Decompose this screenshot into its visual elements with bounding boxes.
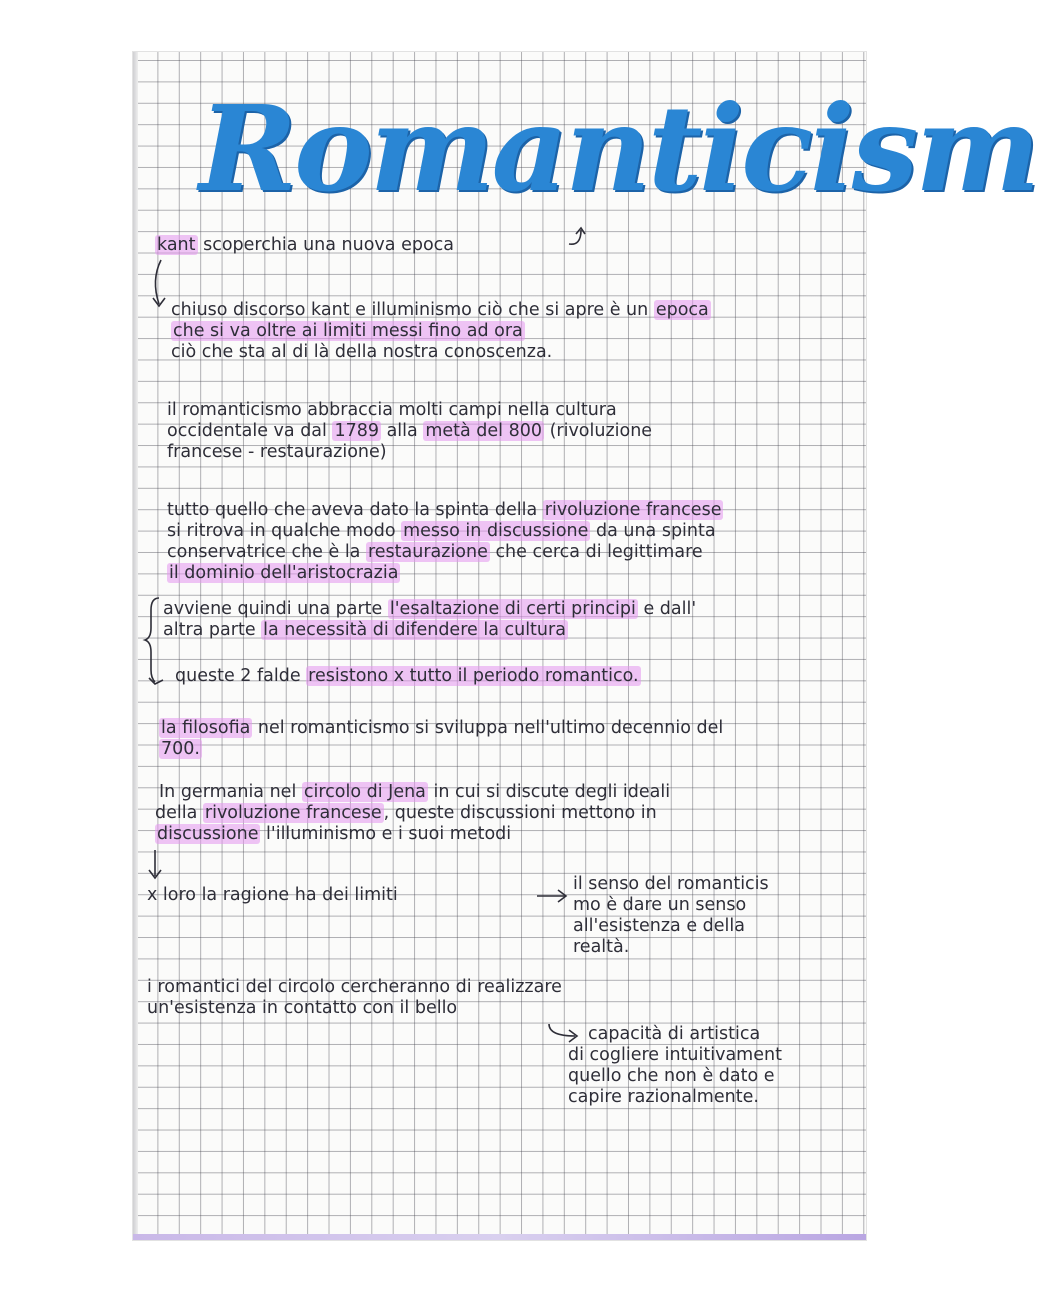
note-line bbox=[159, 718, 723, 739]
highlight: resistono x tutto il periodo romantico. bbox=[308, 666, 639, 686]
note-line bbox=[163, 599, 696, 620]
arrow-right-icon bbox=[535, 887, 569, 905]
highlight: rivoluzione francese bbox=[544, 500, 722, 520]
note-text: quello che non è dato e bbox=[568, 1066, 775, 1086]
highlight: 1789 bbox=[334, 421, 380, 441]
note-line bbox=[147, 998, 457, 1019]
note-text: , queste discussioni mettono in bbox=[383, 803, 657, 823]
note-text: capacità di artistica bbox=[588, 1024, 761, 1044]
note-text: francese - restaurazione) bbox=[167, 442, 387, 462]
page-bottom-edge bbox=[133, 1234, 866, 1240]
note-text: all'esistenza e della bbox=[573, 916, 745, 936]
highlight: epoca bbox=[655, 300, 709, 320]
note-line bbox=[171, 300, 711, 321]
note-text: ciò che sta al di là della nostra conoscenza. bbox=[171, 342, 553, 362]
note-text: x loro la ragione ha dei limiti bbox=[147, 885, 398, 905]
note-text: scoperchia una nuova epoca bbox=[197, 235, 454, 255]
note-line bbox=[568, 1045, 782, 1066]
highlight: restaurazione bbox=[367, 542, 488, 562]
note-text: che cerca di legittimare bbox=[489, 542, 703, 562]
highlight: il dominio dell'aristocrazia bbox=[169, 563, 399, 583]
curved-arrow-down-icon bbox=[145, 848, 165, 882]
highlight: kant bbox=[157, 235, 196, 255]
note-line bbox=[163, 620, 568, 641]
highlight: metà del 800 bbox=[425, 421, 542, 441]
arrow-right-icon bbox=[545, 1022, 581, 1044]
highlight: discussione bbox=[157, 824, 259, 844]
note-line bbox=[573, 937, 629, 958]
note-line bbox=[171, 321, 525, 342]
note-text: l'illuminismo e i suoi metodi bbox=[260, 824, 512, 844]
note-line bbox=[167, 521, 716, 542]
note-text: in cui si discute degli ideali bbox=[427, 782, 671, 802]
highlight: 700. bbox=[161, 739, 200, 759]
highlight: che si va oltre ai limiti messi fino ad ora bbox=[173, 321, 523, 341]
note-line bbox=[167, 563, 400, 584]
note-line bbox=[573, 895, 746, 916]
curved-arrow-up-icon bbox=[565, 224, 591, 250]
note-text: un'esistenza in contatto con il bello bbox=[147, 998, 458, 1018]
note-line bbox=[568, 1066, 775, 1087]
note-line bbox=[167, 421, 652, 442]
notebook-page bbox=[133, 52, 1037, 1240]
note-line bbox=[147, 885, 398, 906]
note-text: della bbox=[155, 803, 203, 823]
note-line bbox=[573, 916, 745, 937]
note-line bbox=[159, 782, 670, 803]
note-text: (rivoluzione bbox=[544, 421, 653, 441]
brace-icon bbox=[141, 594, 165, 690]
note-line bbox=[155, 824, 511, 845]
note-text: occidentale va dal bbox=[167, 421, 333, 441]
note-text: conservatrice che è la bbox=[167, 542, 366, 562]
note-line bbox=[588, 1024, 760, 1045]
curved-arrow-down-icon bbox=[147, 258, 173, 310]
note-line bbox=[573, 874, 769, 895]
highlight: la filosofia bbox=[161, 718, 251, 738]
note-text: il senso del romanticis bbox=[573, 874, 769, 894]
note-text: realtà. bbox=[573, 937, 630, 957]
note-line bbox=[175, 666, 641, 687]
note-text: avviene quindi una parte bbox=[163, 599, 388, 619]
note-text: e dall' bbox=[637, 599, 697, 619]
highlight: la necessità di difendere la cultura bbox=[263, 620, 566, 640]
page-title: Romanticism bbox=[199, 79, 1037, 218]
highlight: circolo di Jena bbox=[303, 782, 426, 802]
note-text: altra parte bbox=[163, 620, 262, 640]
note-line bbox=[167, 442, 387, 463]
page-binding-edge bbox=[133, 52, 138, 1240]
highlight: messo in discussione bbox=[403, 521, 589, 541]
note-text: si ritrova in qualche modo bbox=[167, 521, 402, 541]
note-line bbox=[147, 977, 562, 998]
highlight: l'esaltazione di certi principi bbox=[389, 599, 636, 619]
note-line bbox=[155, 235, 454, 256]
highlight: rivoluzione francese bbox=[204, 803, 382, 823]
note-text: da una spinta bbox=[590, 521, 716, 541]
note-text: In germania nel bbox=[159, 782, 302, 802]
note-line bbox=[167, 400, 617, 421]
note-text: mo è dare un senso bbox=[573, 895, 747, 915]
note-text: di cogliere intuitivament bbox=[568, 1045, 782, 1065]
note-line bbox=[171, 342, 552, 363]
note-text: chiuso discorso kant e illuminismo ciò che si apre è un bbox=[171, 300, 654, 320]
note-line bbox=[568, 1087, 759, 1108]
note-text: queste 2 falde bbox=[175, 666, 307, 686]
note-text: tutto quello che aveva dato la spinta della bbox=[167, 500, 543, 520]
note-line bbox=[167, 500, 723, 521]
note-text: i romantici del circolo cercheranno di realizzare bbox=[147, 977, 562, 997]
note-line bbox=[167, 542, 703, 563]
note-line bbox=[155, 803, 657, 824]
note-text: il romanticismo abbraccia molti campi nella cultura bbox=[167, 400, 617, 420]
note-line bbox=[159, 739, 202, 760]
note-text: capire razionalmente. bbox=[568, 1087, 759, 1107]
note-text: nel romanticismo si sviluppa nell'ultimo decennio del bbox=[252, 718, 724, 738]
note-text: alla bbox=[381, 421, 424, 441]
